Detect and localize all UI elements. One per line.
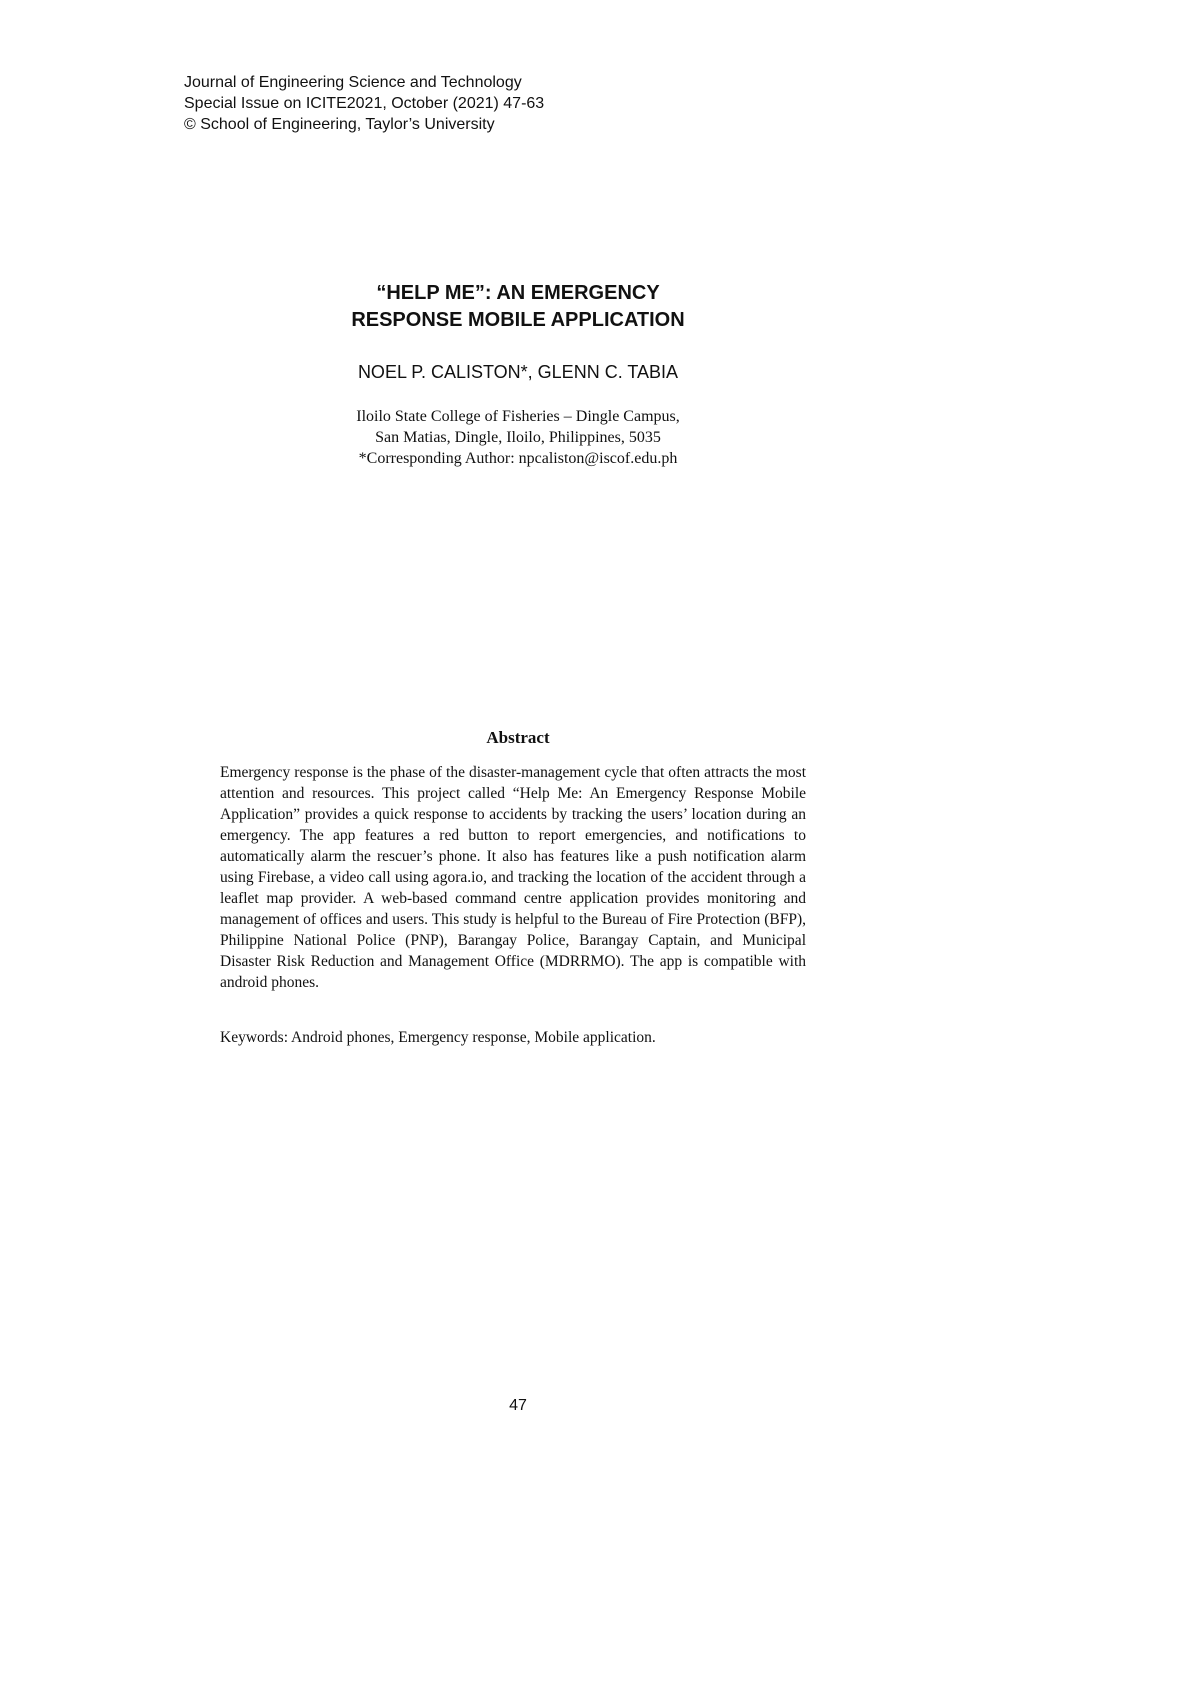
affiliation-line-2: San Matias, Dingle, Iloilo, Philippines, 5035 xyxy=(375,429,661,446)
paper-affiliation xyxy=(0,406,1036,469)
abstract-heading: Abstract xyxy=(486,728,550,747)
journal-name: Journal of Engineering Science and Technology xyxy=(184,74,522,91)
abstract-body: Emergency response is the phase of the disaster-management cycle that often attracts the most attention and resources. This project called “Help Me: An Emergency Response Mobile Application” provides a quick response to accidents by tracking the users’ location during an emergency. The app features a red button to report emergencies, and notifications to automatically alarm the rescuer’s phone. It also has features like a push notification alarm using Firebase, a video call using agora.io, and tracking the location of the accident through a leaflet map provider. A web-based command centre application provides monitoring and management of offices and users. This study is helpful to the Bureau of Fire Protection (BFP), Philippine National Police (PNP), Barangay Police, Barangay Captain, and Municipal Disaster Risk Reduction and Management Office (MDRRMO). The app is compatible with android phones. xyxy=(220,764,806,991)
keywords: Keywords: Android phones, Emergency response, Mobile application. xyxy=(220,1029,656,1046)
paper-title xyxy=(0,280,1036,334)
paper-title-line-1: “HELP ME”: AN EMERGENCY xyxy=(376,282,660,304)
paper-title-line-2: RESPONSE MOBILE APPLICATION xyxy=(351,309,685,331)
journal-publisher: © School of Engineering, Taylor’s University xyxy=(184,116,495,133)
journal-issue: Special Issue on ICITE2021, October (2021) 47-63 xyxy=(184,95,545,112)
affiliation-line-1: Iloilo State College of Fisheries – Dingle Campus, xyxy=(356,408,680,425)
corresponding-author: *Corresponding Author: npcaliston@iscof.edu.ph xyxy=(358,450,678,467)
page-number: 47 xyxy=(509,1397,527,1414)
paper-authors: NOEL P. CALISTON*, GLENN C. TABIA xyxy=(357,362,679,382)
journal-header xyxy=(184,72,544,135)
